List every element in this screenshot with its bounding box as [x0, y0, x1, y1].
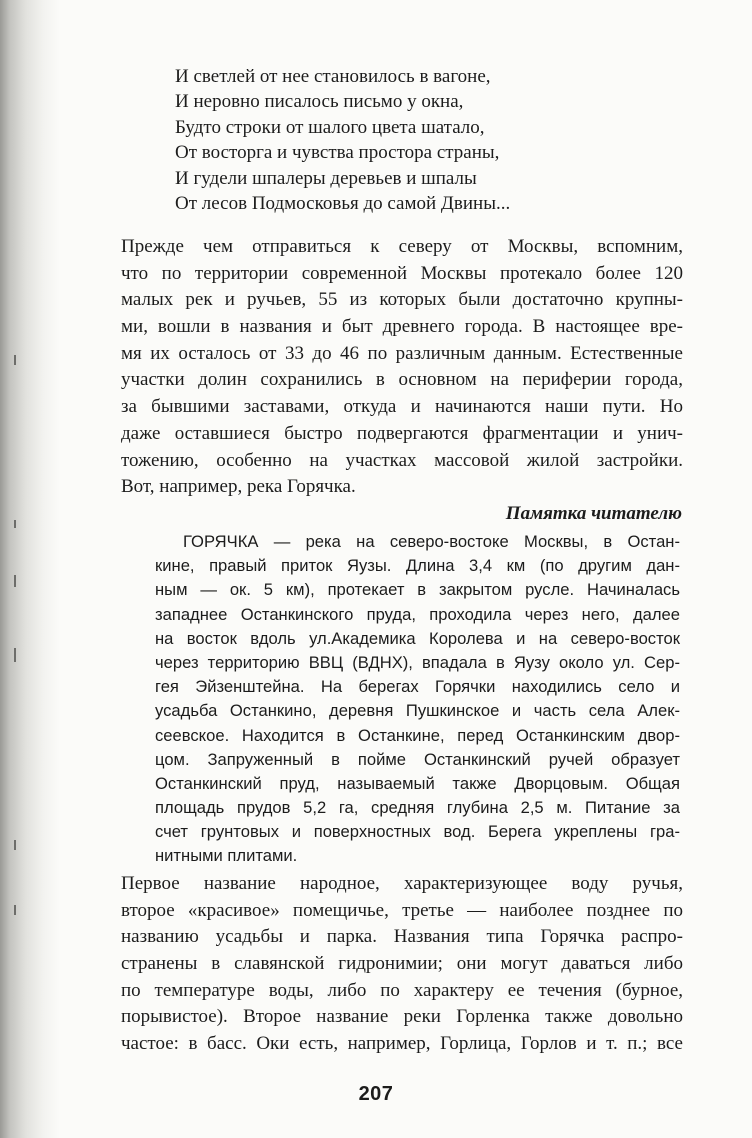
scan-speck [14, 575, 16, 587]
scan-speck [14, 520, 16, 528]
memo-box [155, 530, 680, 869]
poem-line: Будто строки от шалого цвета шатало, [175, 116, 485, 138]
text-line: порывистое). Второе название реки Горленка также довольно [121, 1006, 683, 1028]
page-gutter-shadow [0, 0, 60, 1138]
poem-line: От лесов Подмосковья до самой Двины... [175, 193, 511, 215]
scan-speck [14, 355, 16, 365]
scan-speck [14, 840, 16, 850]
memo-line: цом. Запруженный в пойме Останкинский ручей образует [155, 749, 680, 769]
text-line: Вот, например, река Горячка. [121, 476, 356, 498]
poem-line: И светлей от нее становилось в вагоне, [175, 66, 491, 87]
paragraph-intro [121, 234, 683, 501]
text-line: второе «красивое» помещичье, третье — наиболее позднее по [121, 899, 683, 921]
text-line: Прежде чем отправиться к северу от Москвы, вспомним, [121, 236, 683, 257]
text-line: за бывшими заставами, откуда и начинаются наши пути. Но [121, 396, 683, 418]
text-line: по температуре воды, либо по характеру ее течения (бурное, [121, 979, 683, 1001]
poem-stanza [175, 64, 510, 216]
text-line: мя их осталось от 33 до 46 по различным данным. Естественные [121, 342, 683, 364]
memo-line: усадьба Останкино, деревня Пушкинское и часть села Алек- [155, 701, 680, 721]
memo-line: кине, правый приток Яузы. Длина 3,4 км (по другим дан- [155, 556, 680, 576]
memo-line: Останкинский пруд, называемый также Дворцовым. Общая [155, 773, 680, 793]
text-line: участки долин сохранились в основном на периферии города, [121, 369, 683, 391]
memo-line: нитными плитами. [155, 846, 298, 866]
memo-line: ГОРЯЧКА — река на северо-востоке Москвы, в Остан- [183, 532, 680, 551]
text-line: что по территории современной Москвы протекало более 120 [121, 262, 683, 284]
text-line: названию усадьбы и парка. Названия типа Горячка распро- [121, 926, 683, 948]
text-line: ми, вошли в названия и быт древнего города. В настоящее вре- [121, 316, 683, 338]
text-line: странены в славянской гидронимии; они могут даваться либо [121, 953, 683, 975]
memo-line: счет грунтовых и поверхностных вод. Берега укреплены гра- [155, 822, 680, 842]
text-line: малых рек и ручьев, 55 из которых были достаточно крупны- [121, 289, 683, 311]
memo-line: гея Эйзенштейна. На берегах Горячки находились село и [155, 677, 680, 697]
text-line: Первое название народное, характеризующее воду ручья, [121, 873, 683, 894]
memo-line: на восток вдоль ул.Академика Королева и на северо-восток [155, 628, 680, 648]
scan-speck [14, 648, 16, 662]
memo-line: ным — ок. 5 км), протекает в закрытом русле. Начиналась [155, 580, 680, 600]
text-line: частое: в басс. Оки есть, например, Горлица, Горлов и т. п.; все [121, 1033, 683, 1055]
memo-line: сеевское. Находится в Останкине, перед Останкинским двор- [155, 725, 680, 745]
poem-line: От восторга и чувства простора страны, [175, 142, 500, 164]
text-line: даже оставшиеся быстро подвергаются фрагментации и унич- [121, 422, 683, 444]
scan-speck [14, 905, 16, 915]
page-number: 207 [358, 1083, 394, 1105]
memo-title: Памятка читателю [505, 503, 682, 524]
text-line: тожению, особенно на участках массовой жилой застройки. [121, 449, 683, 471]
memo-line: площадь прудов 5,2 га, средняя глубина 2,5 м. Питание за [155, 798, 680, 818]
poem-line: И гудели шпалеры деревьев и шпалы [175, 167, 477, 189]
poem-line: И неровно писалось письмо у окна, [175, 91, 464, 113]
memo-line: через территорию ВВЦ (ВДНХ), впадала в Яузу около ул. Сер- [155, 652, 680, 672]
memo-line: западнее Останкинского пруда, проходила через него, далее [155, 604, 680, 624]
paragraph-names [121, 871, 683, 1058]
